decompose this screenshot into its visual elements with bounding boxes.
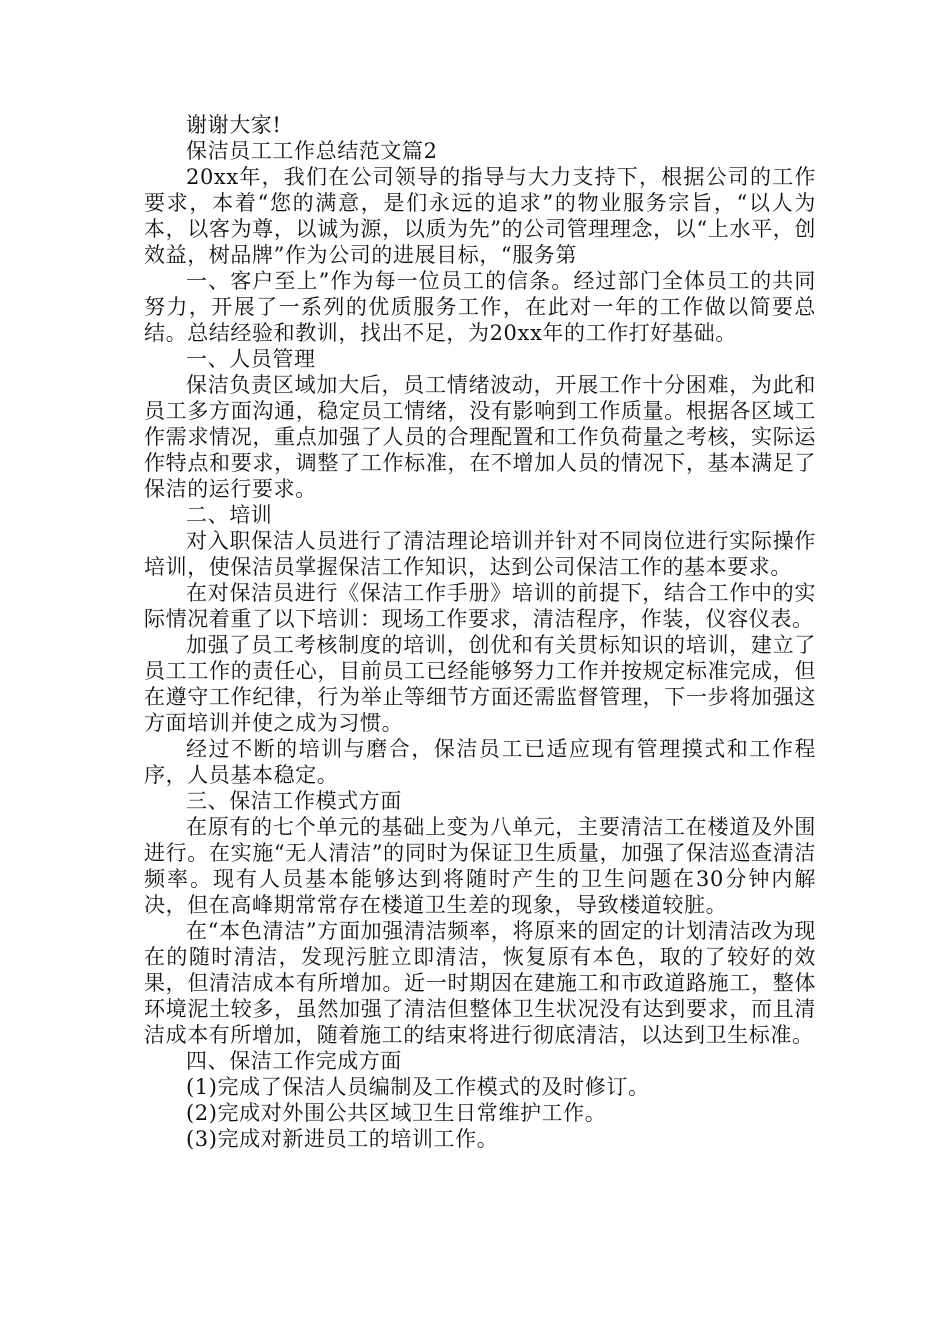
list-item: (2)完成对外围公共区域卫生日常维护工作。 bbox=[186, 1101, 607, 1125]
section-title: 保洁员工工作总结范文篇2 bbox=[186, 139, 438, 163]
paragraph: 对入职保洁人员进行了清洁理论培训并针对不同岗位进行实际操作培训，使保洁员掌握保洁工作知识，达到公司保洁工作的基本要求。 bbox=[144, 529, 816, 579]
list-item: (3)完成对新进员工的培训工作。 bbox=[186, 1127, 499, 1151]
paragraph: 20xx年，我们在公司领导的指导与大力支持下，根据公司的工作要求，本着“您的满意，是们永远的追求”的物业服务宗旨，“以人为本，以客为尊，以诚为源，以质为先”的公司管理理念，以“上水平，创效益，树品牌”作为公司的进展目标，“服务第 bbox=[144, 165, 816, 267]
paragraph: 加强了员工考核制度的培训，创优和有关贯标知识的培训，建立了员工工作的责任心，目前员工已经能够努力工作并按规定标准完成，但在遵守工作纪律，行为举止等细节方面还需监督管理，下一步将加强这方面培训并使之成为习惯。 bbox=[144, 633, 816, 735]
paragraph: 一、客户至上”作为每一位员工的信条。经过部门全体员工的共同努力，开展了一系列的优质服务工作，在此对一年的工作做以简要总结。总结经验和教训，找出不足，为20xx年的工作打好基础。 bbox=[144, 269, 816, 345]
heading-work-mode: 三、保洁工作模式方面 bbox=[186, 789, 402, 813]
paragraph: 在“本色清洁”方面加强清洁频率，将原来的固定的计划清洁改为现在的随时清洁，发现污脏立即清洁，恢复原有本色，取的了较好的效果，但清洁成本有所增加。近一时期因在建施工和市政道路施工，整体环境泥土较多，虽然加强了清洁但整体卫生状况没有达到要求，而且清洁成本有所增加，随着施工的结束将进行彻底清洁，以达到卫生标准。 bbox=[144, 919, 816, 1047]
paragraph: 保洁负责区域加大后，员工情绪波动，开展工作十分困难，为此和员工多方面沟通，稳定员工情绪，没有影响到工作质量。根据各区域工作需求情况，重点加强了人员的合理配置和工作负荷量之考核，实际运作特点和要求，调整了工作标准，在不增加人员的情况下，基本满足了保洁的运行要求。 bbox=[144, 373, 816, 501]
paragraph: 在对保洁员进行《保洁工作手册》培训的前提下，结合工作中的实际情况着重了以下培训：现场工作要求，清洁程序，作装，仪容仪表。 bbox=[144, 581, 816, 631]
document-body bbox=[144, 112, 816, 1152]
paragraph: 经过不断的培训与磨合，保洁员工已适应现有管理摸式和工作程序，人员基本稳定。 bbox=[144, 737, 816, 787]
heading-training: 二、培训 bbox=[186, 503, 273, 527]
list-item: (1)完成了保洁人员编制及工作模式的及时修订。 bbox=[186, 1075, 650, 1099]
heading-completion: 四、保洁工作完成方面 bbox=[186, 1049, 402, 1073]
closing-line: 谢谢大家! bbox=[186, 113, 282, 137]
paragraph: 在原有的七个单元的基础上变为八单元，主要清洁工在楼道及外围进行。在实施“无人清洁”的同时为保证卫生质量，加强了保洁巡查清洁频率。现有人员基本能够达到将随时产生的卫生问题在30分钟内解决，但在高峰期常常存在楼道卫生差的现象，导致楼道较脏。 bbox=[144, 815, 816, 917]
heading-personnel: 一、人员管理 bbox=[186, 347, 316, 371]
